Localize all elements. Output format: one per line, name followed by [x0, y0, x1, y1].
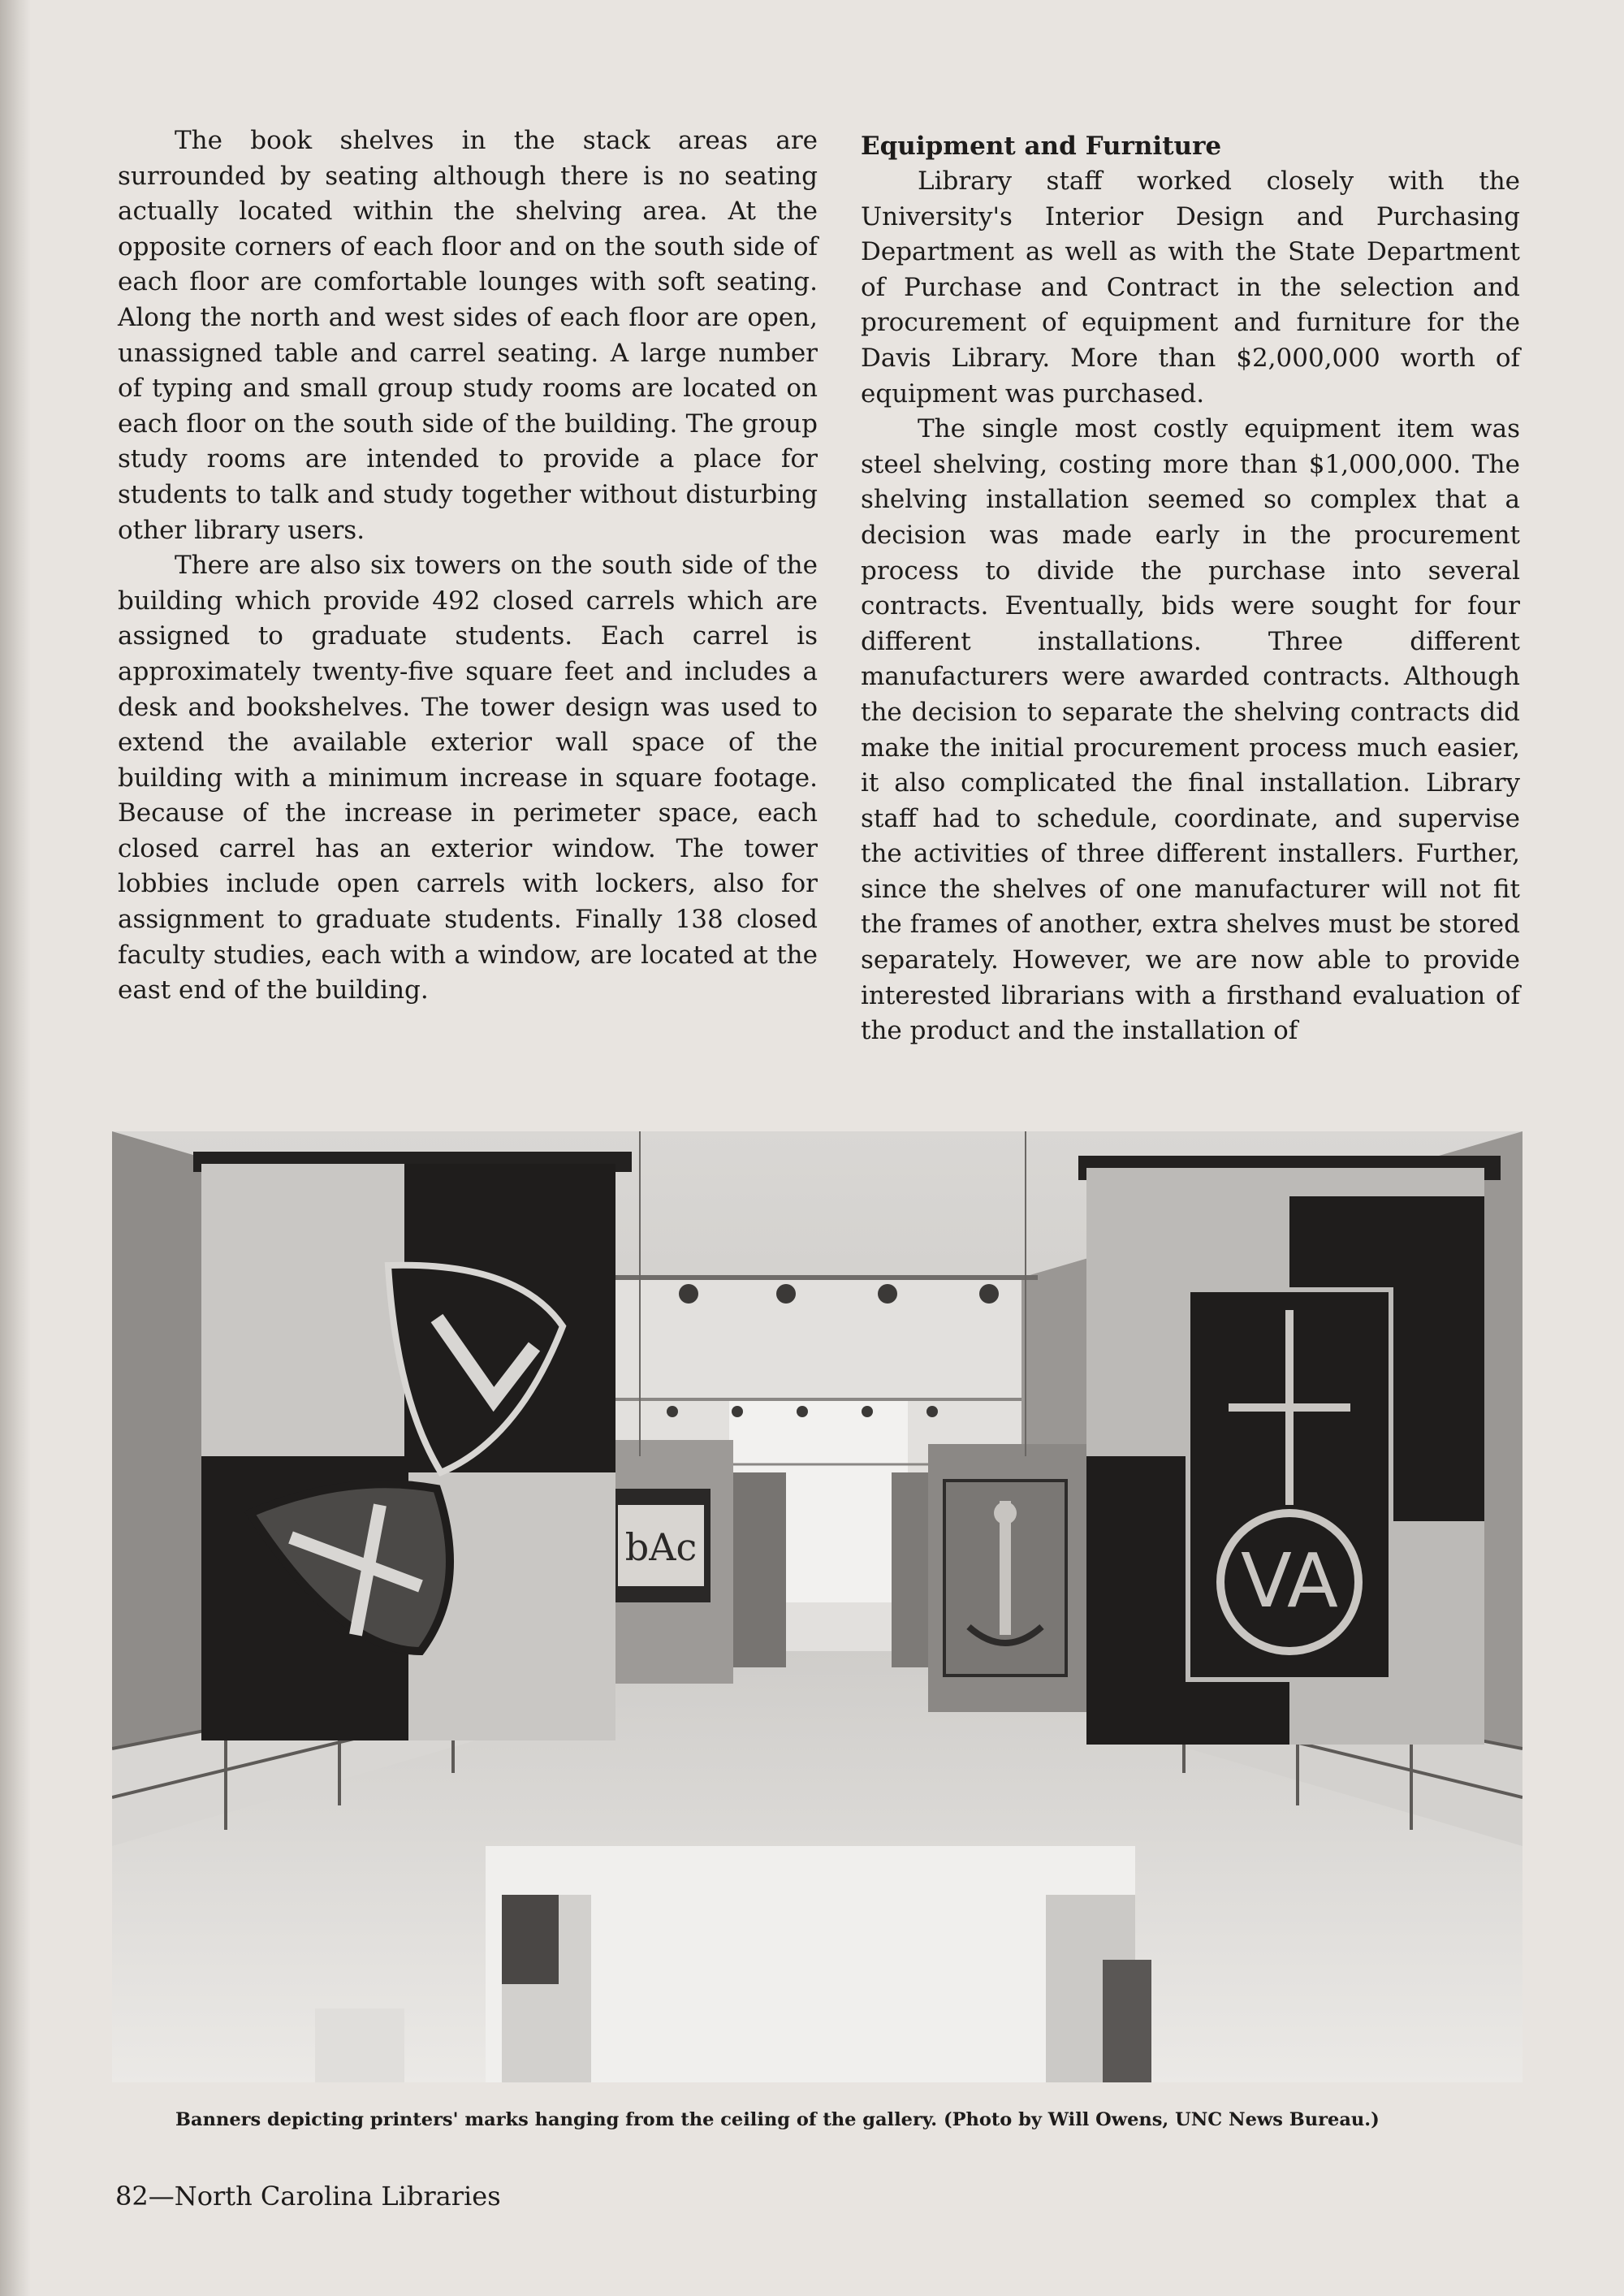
right-paragraph-1: Library staff worked closely with the University's Interior Design and Purchasing Department as well as with the State Department of Purchase and Contract in the selection and procurement of equipment and furniture for the Davis Library. More than $2,000,000 worth of equipment was purchased.: [861, 166, 1520, 409]
left-paragraph-2: There are also six towers on the south side of the building which provide 492 closed carrels which are assigned to graduate students. Each carrel is approximately twenty-five square feet and includes a desk and bookshelves. The tower design was used to extend the available exterior wall space of the building with a minimum increase in square footage. Because of the increase in perimeter space, each closed carrel has an exterior window. The tower lobbies include open carrels with lockers, also for assignment to graduate students. Finally 138 closed faculty studies, each with a window, are located at the east end of the building.: [118, 551, 818, 1005]
left-text-column: [118, 123, 818, 1009]
gallery-photo: [112, 1131, 1522, 2082]
section-heading: Equipment and Furniture: [861, 132, 1222, 161]
center-banner-mark-text: bAc: [624, 1525, 698, 1569]
page-folio: 82—North Carolina Libraries: [115, 2181, 501, 2212]
photo-caption: Banners depicting printers' marks hanging from the ceiling of the gallery. (Photo by Will Owens, UNC News Bureau.): [175, 2109, 1380, 2130]
page-gutter-shadow: [0, 0, 31, 2296]
right-paragraph-2: The single most costly equipment item was steel shelving, costing more than $1,000,000. The shelving installation seemed so complex that a decision was made early in the procurement process to divide the purchase into several contracts. Eventually, bids were sought for four different installations. Three different manufacturers were awarded contracts. Although the decision to separate the shelving contracts did make the initial procurement process much easier, it also complicated the final installation. Library staff had to schedule, coordinate, and supervise the activities of three different installers. Further, since the shelves of one manufacturer will not fit the frames of another, extra shelves must be stored separately. However, we are now able to provide interested librarians with a firsthand evaluation of the product and the installation of: [861, 414, 1520, 1046]
right-text-column: [861, 128, 1520, 1049]
left-paragraph-1: The book shelves in the stack areas are surrounded by seating although there is no seating actually located within the shelving area. At the opposite corners of each floor and on the south side of each floor are comfortable lounges with soft seating. Along the north and west sides of each floor are open, unassigned table and carrel seating. A large number of typing and small group study rooms are located on each floor on the south side of the building. The group study rooms are intended to provide a place for students to talk and study together without disturbing other library users.: [118, 126, 818, 545]
right-banner-monogram-text: VA: [1241, 1537, 1338, 1624]
